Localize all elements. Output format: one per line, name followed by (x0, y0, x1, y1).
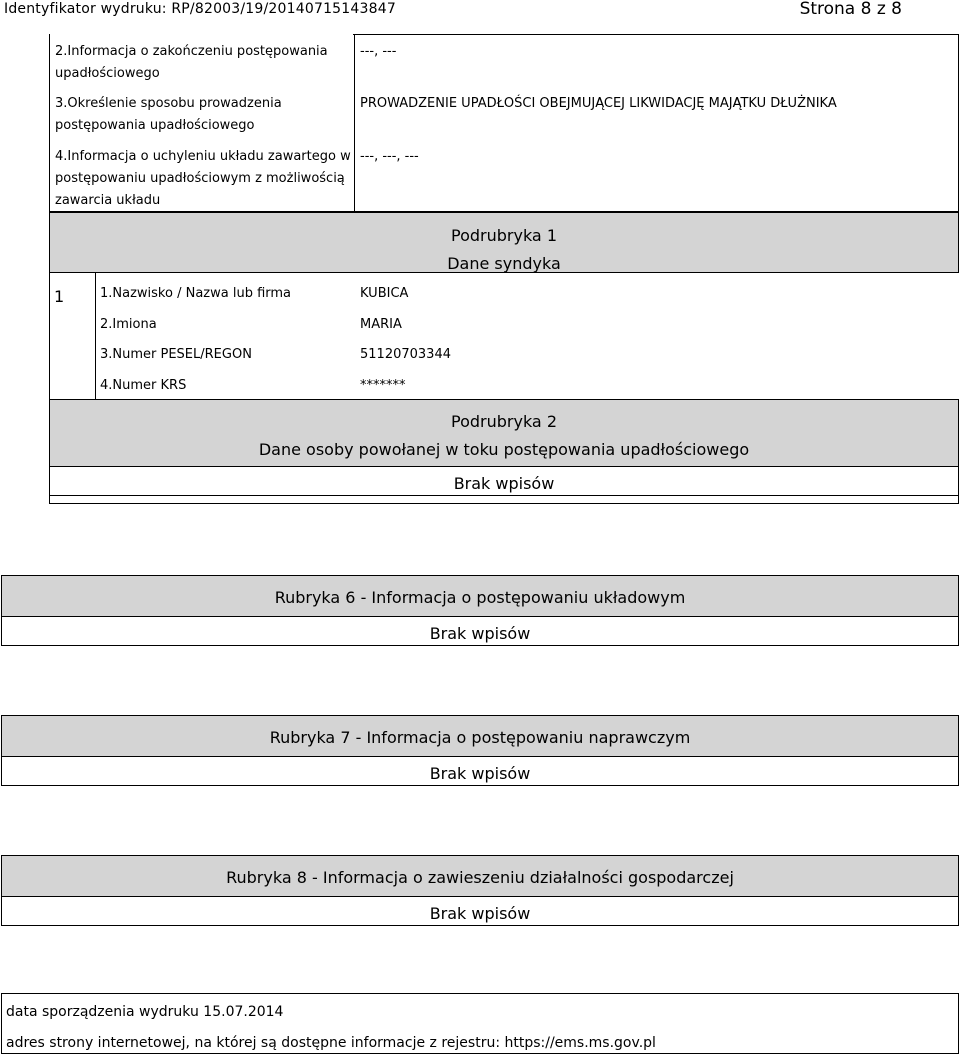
rubryka-title: Rubryka 8 - Informacja o zawieszeniu działalności gospodarczej (226, 868, 734, 887)
rubryka-7-header (1, 715, 959, 757)
field-value: KUBICA (360, 286, 409, 301)
row-label: 4.Informacja o uchyleniu układu zawartego w postępowaniu upadłościowym z możliwością zawarcia układu (55, 149, 351, 208)
subsection-title: Podrubryka 1 (451, 226, 557, 245)
field-value: MARIA (360, 317, 402, 332)
empty-text: Brak wpisów (453, 474, 555, 493)
field-label: 1.Nazwisko / Nazwa lub firma (100, 286, 292, 301)
rubryka-title: Rubryka 6 - Informacja o postępowaniu układowym (274, 588, 686, 607)
table-top-line (353, 34, 959, 35)
subsection-title: Podrubryka 2 (451, 412, 557, 431)
subsection-1-header (49, 212, 959, 273)
printout-id: Identyfikator wydruku: RP/82003/19/20140715143847 (4, 1, 396, 17)
print-date: data sporządzenia wydruku 15.07.2014 (6, 1004, 284, 1020)
empty-text: Brak wpisów (429, 764, 531, 783)
footer-box (1, 993, 959, 1054)
divider-line (49, 495, 959, 496)
rubryka-6-empty (1, 616, 959, 646)
row-value: ---, ---, --- (360, 149, 419, 164)
field-label: 3.Numer PESEL/REGON (100, 347, 252, 362)
subsection-subtitle: Dane osoby powołanej w toku postępowania upadłościowego (258, 440, 750, 459)
subsection-2-empty (49, 466, 959, 504)
row-label: 2.Informacja o zakończeniu postępowania upadłościowego (55, 44, 328, 81)
rubryka-8-empty (1, 896, 959, 926)
rubryka-6-header (1, 575, 959, 617)
entry-number: 1 (54, 287, 65, 306)
field-label: 4.Numer KRS (100, 378, 187, 393)
field-label: 2.Imiona (100, 317, 157, 332)
subsection-subtitle: Dane syndyka (447, 254, 561, 273)
empty-text: Brak wpisów (429, 904, 531, 923)
field-value: ******* (360, 378, 406, 393)
rubryka-7-empty (1, 756, 959, 786)
subsection-2-header (49, 399, 959, 467)
row-label: 3.Określenie sposobu prowadzenia postępowania upadłościowego (55, 96, 282, 133)
table-divider (354, 34, 355, 211)
rubryka-title: Rubryka 7 - Informacja o postępowaniu naprawczym (269, 728, 691, 747)
row-value: PROWADZENIE UPADŁOŚCI OBEJMUJĄCEJ LIKWIDACJĘ MAJĄTKU DŁUŻNIKA (360, 96, 837, 111)
registry-url: adres strony internetowej, na której są dostępne informacje z rejestru: https://ems.ms.gov.pl (6, 1035, 656, 1051)
empty-text: Brak wpisów (429, 624, 531, 643)
page-number: Strona 8 z 8 (799, 0, 902, 19)
rubryka-8-header (1, 855, 959, 897)
row-value: ---, --- (360, 44, 397, 59)
field-value: 51120703344 (360, 347, 451, 362)
